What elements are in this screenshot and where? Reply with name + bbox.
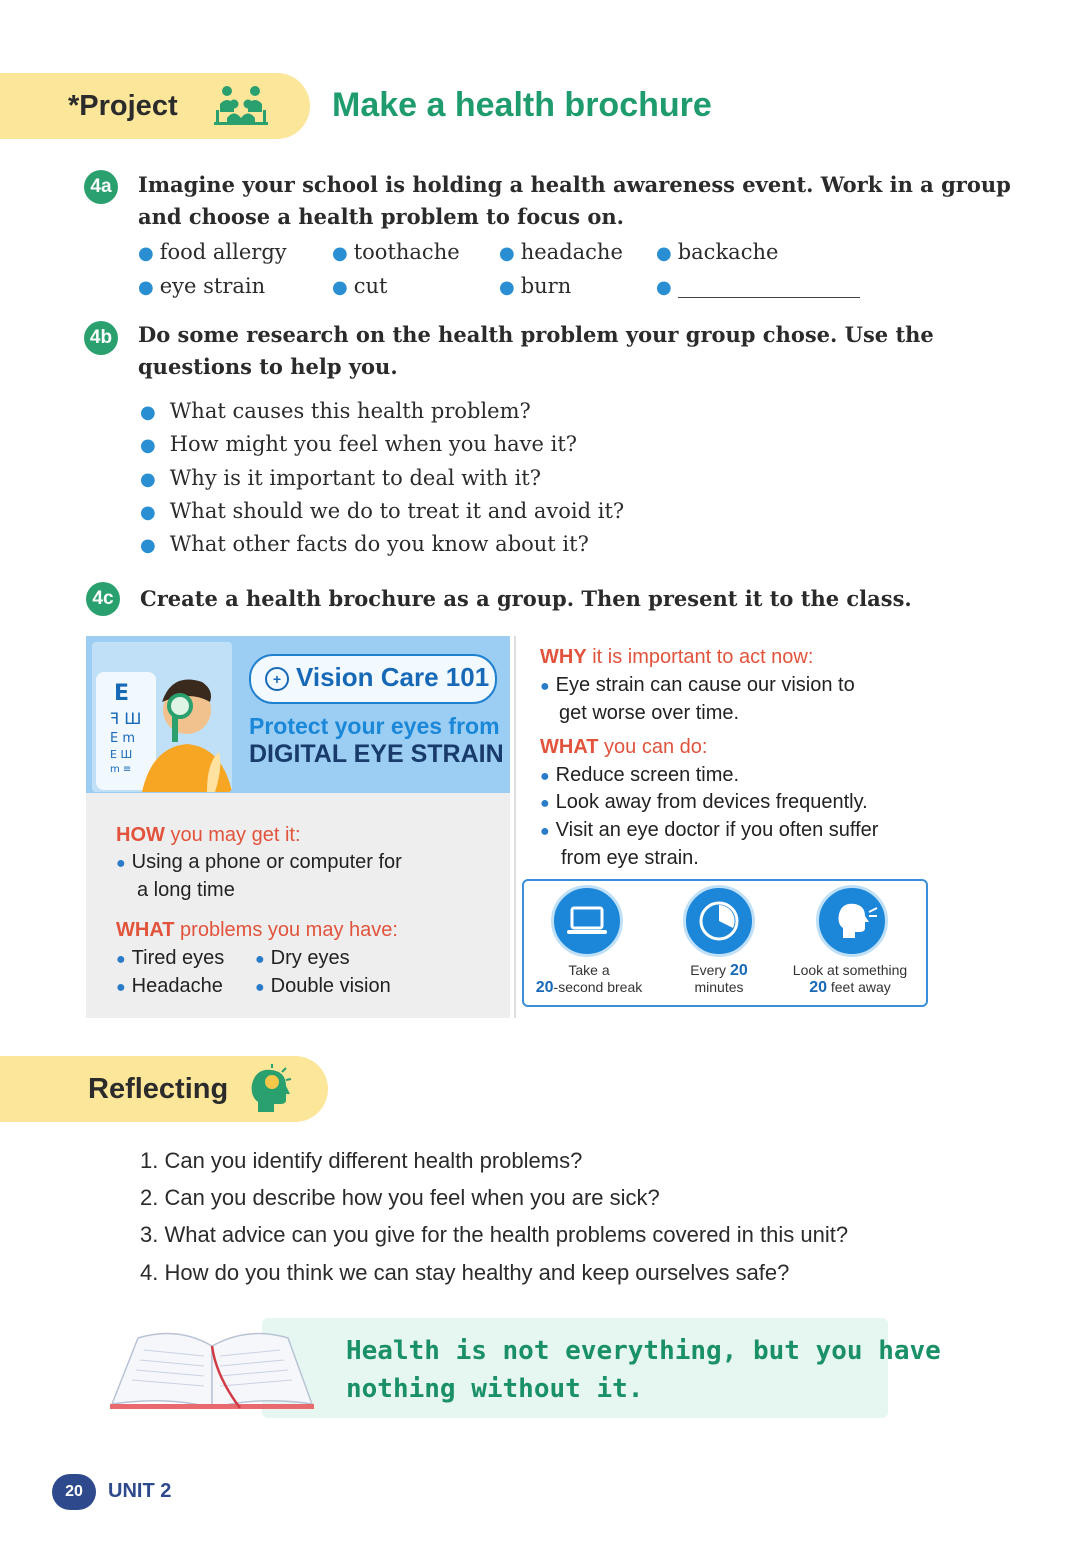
task-4b-line1: Do some research on the health problem your group chose. Use the bbox=[138, 322, 934, 347]
task-4c-badge: 4c bbox=[86, 582, 120, 616]
question-item: ● What other facts do you know about it? bbox=[140, 532, 589, 556]
option-item: ● backache bbox=[656, 240, 779, 264]
task-4b-badge: 4b bbox=[84, 321, 118, 355]
do-item: ● Visit an eye doctor if you often suffer bbox=[540, 819, 879, 841]
option-item: ● eye strain bbox=[138, 274, 266, 298]
tip-caption: Every 20 minutes bbox=[690, 962, 748, 995]
question-item: ● What causes this health problem? bbox=[140, 399, 531, 423]
question-item: ● Why is it important to deal with it? bbox=[140, 466, 542, 490]
why-item: ● Eye strain can cause our vision to bbox=[540, 674, 855, 696]
lightbulb-head-icon bbox=[250, 1064, 292, 1114]
problem-item: ● Dry eyes bbox=[255, 947, 350, 969]
option-blank[interactable]: ● bbox=[656, 274, 860, 298]
svg-text:ꟻ Ш: ꟻ Ш bbox=[110, 709, 142, 728]
tip-caption: Look at something 20 feet away bbox=[792, 962, 908, 996]
project-label: *Project bbox=[68, 90, 178, 122]
what-problems-heading: WHAT problems you may have: bbox=[116, 919, 398, 941]
problem-item: ● Tired eyes bbox=[116, 947, 225, 969]
problem-item: ● Double vision bbox=[255, 975, 391, 997]
svg-text:E Ш: E Ш bbox=[110, 748, 133, 761]
page-title: Make a health brochure bbox=[332, 86, 712, 124]
svg-text:E m: E m bbox=[110, 731, 136, 746]
how-heading: HOW you may get it: bbox=[116, 824, 301, 846]
how-item-cont: a long time bbox=[137, 879, 235, 901]
option-item: ● food allergy bbox=[138, 240, 287, 264]
why-heading: WHY it is important to act now: bbox=[540, 646, 814, 668]
option-item: ● headache bbox=[499, 240, 623, 264]
task-4a-badge: 4a bbox=[84, 170, 118, 204]
svg-text:E: E bbox=[114, 681, 130, 706]
open-book-icon bbox=[108, 1326, 316, 1412]
eye-chart-boy-illustration bbox=[92, 642, 232, 792]
clock-icon bbox=[683, 885, 755, 957]
option-item: ● cut bbox=[332, 274, 388, 298]
how-item: ● Using a phone or computer for bbox=[116, 851, 402, 873]
do-item-cont: from eye strain. bbox=[561, 847, 699, 869]
looking-person-icon bbox=[816, 885, 888, 957]
tip-caption: Take a 20-second break bbox=[535, 962, 643, 996]
brochure-subtitle-2: DIGITAL EYE STRAIN bbox=[249, 740, 504, 768]
option-item: ● toothache bbox=[332, 240, 460, 264]
task-4b-line2: questions to help you. bbox=[138, 354, 398, 379]
do-item: ● Reduce screen time. bbox=[540, 764, 740, 786]
task-4a-line2: and choose a health problem to focus on. bbox=[138, 204, 624, 229]
reflecting-label: Reflecting bbox=[88, 1073, 229, 1105]
brochure-title: Vision Care 101 bbox=[296, 662, 490, 692]
problem-item: ● Headache bbox=[116, 975, 223, 997]
reflect-question: 1. Can you identify different health problems? bbox=[140, 1148, 583, 1173]
question-item: ● How might you feel when you have it? bbox=[140, 432, 578, 456]
health-quote: Health is not everything, but you have nothing without it. bbox=[346, 1336, 941, 1404]
question-item: ● What should we do to treat it and avoid it? bbox=[140, 499, 625, 523]
task-4a-line1: Imagine your school is holding a health awareness event. Work in a group bbox=[138, 172, 1011, 197]
svg-text:m ≡: m ≡ bbox=[110, 764, 132, 775]
laptop-icon bbox=[551, 885, 623, 957]
do-item: ● Look away from devices frequently. bbox=[540, 791, 868, 813]
brochure-subtitle-1: Protect your eyes from bbox=[249, 713, 500, 739]
unit-label: UNIT 2 bbox=[108, 1480, 172, 1502]
group-icon bbox=[212, 82, 270, 130]
option-item: ● burn bbox=[499, 274, 572, 298]
reflect-question: 4. How do you think we can stay healthy and keep ourselves safe? bbox=[140, 1260, 790, 1285]
reflect-question: 3. What advice can you give for the health problems covered in this unit? bbox=[140, 1222, 849, 1247]
task-4c-text: Create a health brochure as a group. Then present it to the class. bbox=[140, 586, 912, 611]
why-item-cont: get worse over time. bbox=[559, 702, 740, 724]
what-do-heading: WHAT you can do: bbox=[540, 736, 708, 758]
reflect-question: 2. Can you describe how you feel when you are sick? bbox=[140, 1185, 660, 1210]
plus-icon: + bbox=[265, 667, 289, 691]
page-number: 20 bbox=[52, 1474, 96, 1510]
